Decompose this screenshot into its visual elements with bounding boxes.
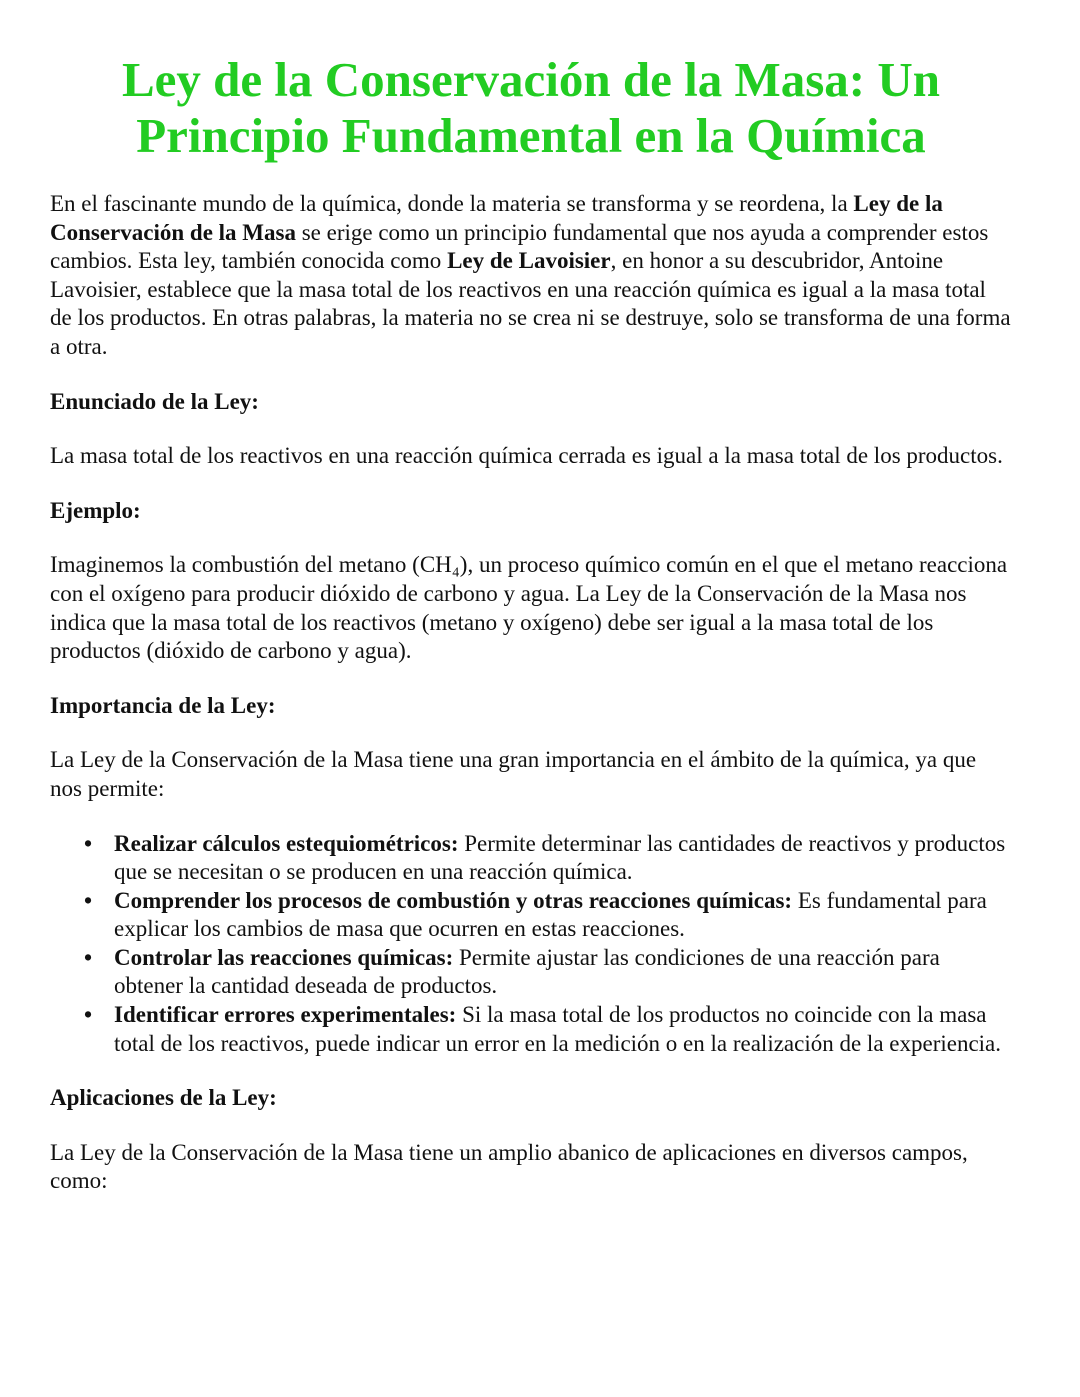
section-text-ejemplo: Imaginemos la combustión del metano (CH₄), un proceso químico común en el que el metano reacciona con el oxígeno para producir dióxido de carbono y agua. La Ley de la Conservación de la Masa nos indica que la masa total de los reactivos (metano y oxígeno) debe ser igual a la masa total de los productos (dióxido de carbono y agua). — [50, 552, 1008, 664]
intro-paragraph — [50, 190, 1012, 362]
section-heading-aplicaciones: Aplicaciones de la Ley: — [50, 1085, 277, 1111]
intro-text-3: , en honor a su descubridor, Antoine Lavoisier, establece que la masa total de los reactivos en una reacción química es igual a la masa total de los productos. En otras palabras, la materia no se crea ni se destruye, solo se transforma de una forma a otra. — [50, 248, 1011, 359]
bullet-icon: • — [84, 887, 93, 913]
section-heading-enunciado: Enunciado de la Ley: — [50, 388, 259, 414]
list-item-term: Realizar cálculos estequiométricos: — [114, 830, 459, 856]
intro-text-1: En el fascinante mundo de la química, donde la materia se transforma y se reordena, la — [50, 191, 854, 216]
list-item-desc: Permite ajustar las condiciones de una reacción para obtener la cantidad deseada de productos. — [114, 944, 940, 999]
section-heading-importancia: Importancia de la Ley: — [50, 692, 276, 718]
bullet-icon: • — [84, 1002, 93, 1028]
section-text-enunciado: La masa total de los reactivos en una reacción química cerrada es igual a la masa total de los productos. — [50, 443, 1003, 469]
list-item — [84, 830, 1012, 887]
intro-bold-lavoisier: Ley de Lavoisier — [447, 248, 611, 274]
list-item-term: Controlar las reacciones químicas: — [114, 944, 454, 970]
list-item-desc: Es fundamental para explicar los cambios de masa que ocurren en estas reacciones. — [114, 887, 987, 942]
page-title: Ley de la Conservación de la Masa: Un Principio Fundamental en la Química — [122, 52, 940, 163]
bullet-icon: • — [84, 830, 93, 856]
section-text-importancia: La Ley de la Conservación de la Masa tiene una gran importancia en el ámbito de la química, ya que nos permite: — [50, 747, 977, 801]
intro-text-2: se erige como un principio fundamental que nos ayuda a comprender estos cambios. Esta ley, también conocida como — [50, 219, 989, 274]
list-item — [84, 887, 1012, 944]
list-item — [84, 1001, 1012, 1058]
list-item-desc: Si la masa total de los productos no coincide con la masa total de los reactivos, puede indicar un error en la medición o en la realización de la experiencia. — [114, 1002, 1002, 1056]
list-item-term: Identificar errores experimentales: — [114, 1002, 457, 1028]
list-item-term: Comprender los procesos de combustión y otras reacciones químicas: — [114, 887, 793, 913]
list-item — [84, 944, 1012, 1001]
section-text-aplicaciones: La Ley de la Conservación de la Masa tiene un amplio abanico de aplicaciones en diversos campos, como: — [50, 1139, 968, 1194]
importance-list — [50, 830, 1012, 1059]
intro-bold-law-name: Ley de la Conservación de la Masa — [50, 191, 943, 245]
list-item-desc: Permite determinar las cantidades de reactivos y productos que se necesitan o se producen en una reacción química. — [114, 830, 1006, 885]
section-heading-ejemplo: Ejemplo: — [50, 497, 141, 523]
bullet-icon: • — [84, 944, 93, 970]
